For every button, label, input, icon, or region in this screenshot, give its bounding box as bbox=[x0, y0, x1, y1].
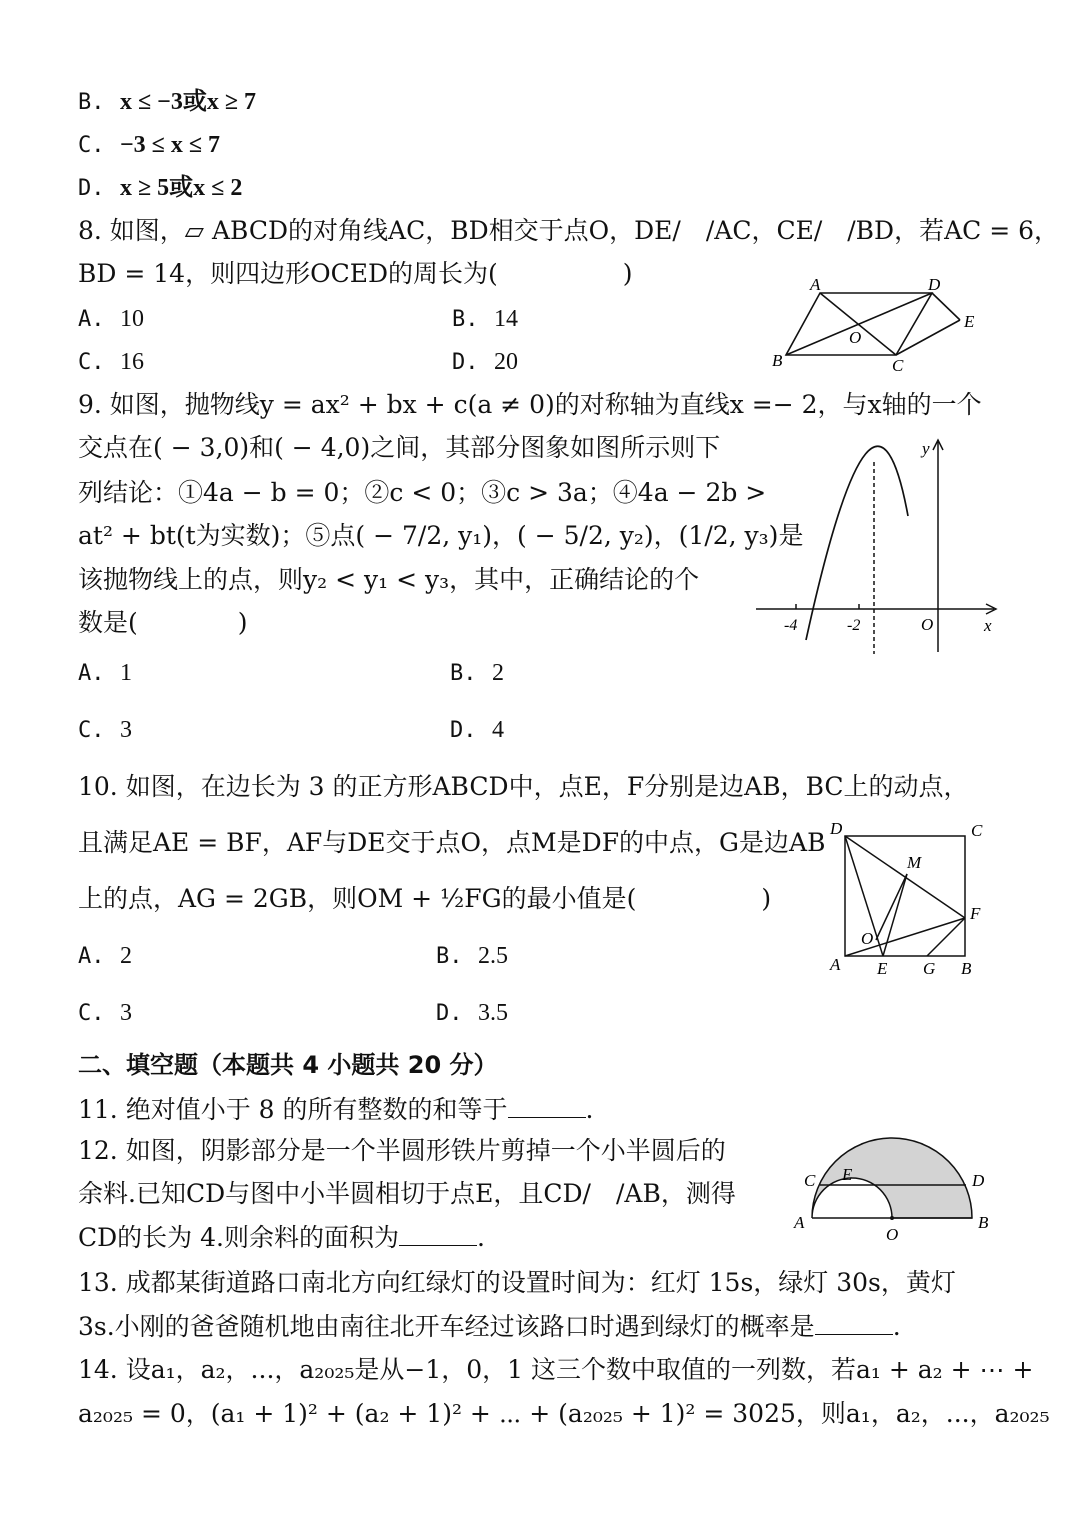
center-o bbox=[890, 1216, 894, 1220]
q13-text: 3s.小刚的爸爸随机地由南往北开车经过该路口时遇到绿灯的概率是 bbox=[78, 1312, 815, 1341]
q10-option-c bbox=[78, 997, 132, 1030]
option-label: D. bbox=[452, 350, 479, 375]
q9-option-c bbox=[78, 714, 132, 747]
q9-line-2: 交点在( − 3,0)和( − 4,0)之间，其部分图象如图所示则下 bbox=[78, 433, 721, 462]
q9-option-b bbox=[450, 657, 504, 690]
option-label: A. bbox=[78, 944, 105, 969]
label-x: x bbox=[984, 616, 992, 635]
label-g: G bbox=[923, 959, 936, 978]
q10-option-b bbox=[436, 940, 508, 973]
label-origin: O bbox=[921, 615, 934, 634]
q12-semicircle-figure bbox=[790, 1130, 1000, 1245]
label-e: E bbox=[964, 312, 975, 331]
option-value: 3 bbox=[120, 717, 132, 743]
option-label: D. bbox=[450, 718, 477, 743]
q10-square-figure bbox=[825, 818, 995, 983]
option-label: C. bbox=[78, 718, 105, 743]
q13-line-1: 13. 成都某街道路口南北方向红绿灯的设置时间为：红灯 15s，绿灯 30s，黄灯 bbox=[78, 1268, 956, 1297]
q13-line-2 bbox=[78, 1310, 901, 1344]
q9-option-d bbox=[450, 714, 504, 747]
q10-line-1: 10. 如图，在边长为 3 的正方形ABCD中，点E，F分别是边AB，BC上的动点， bbox=[78, 772, 969, 801]
q9-line-5: 该抛物线上的点，则y₂ < y₁ < y₃，其中，正确结论的个 bbox=[78, 565, 700, 594]
option-text: x ≤ −3或x ≥ 7 bbox=[120, 89, 257, 115]
segment-om bbox=[876, 874, 907, 940]
label-b: B bbox=[978, 1213, 989, 1232]
q9-parabola-graph bbox=[750, 432, 1010, 657]
q9-option-a bbox=[78, 657, 132, 690]
option-label: C. bbox=[78, 133, 105, 158]
label-b: B bbox=[772, 351, 783, 370]
option-value: 10 bbox=[120, 306, 144, 332]
q12-text: CD的长为 4.则余料的面积为 bbox=[78, 1223, 399, 1252]
q10-option-d bbox=[436, 997, 508, 1030]
option-label: B. bbox=[452, 307, 479, 332]
option-label: D. bbox=[436, 1001, 463, 1026]
option-value: 2 bbox=[492, 660, 504, 686]
answer-blank bbox=[815, 1312, 893, 1335]
label-c: C bbox=[804, 1171, 816, 1190]
label-d: D bbox=[972, 1171, 985, 1190]
label-m: M bbox=[907, 853, 922, 872]
option-value: 14 bbox=[494, 306, 518, 332]
q11-line bbox=[78, 1093, 593, 1127]
q8-option-b bbox=[452, 303, 518, 336]
section-2-heading: 二、填空题（本题共 4 小题共 20 分） bbox=[78, 1051, 498, 1079]
q10-line-2: 且满足AE = BF，AF与DE交于点O，点M是DF的中点，G是边AB bbox=[78, 828, 826, 857]
label-o: O bbox=[886, 1225, 899, 1244]
option-value: 1 bbox=[120, 660, 132, 686]
label-a: A bbox=[830, 955, 841, 974]
shaded-region bbox=[812, 1138, 972, 1218]
q8-option-d bbox=[452, 346, 518, 379]
option-value: 16 bbox=[120, 349, 144, 375]
parabola-curve bbox=[806, 446, 908, 640]
q14-line-1: 14. 设a₁，a₂，...，a₂₀₂₅是从−1，0，1 这三个数中取值的一列数，若a₁ + a₂ + ⋯ + bbox=[78, 1355, 1034, 1384]
option-value: 4 bbox=[492, 717, 504, 743]
label-neg4: -4 bbox=[784, 617, 798, 634]
label-a: A bbox=[794, 1213, 805, 1232]
option-text: −3 ≤ x ≤ 7 bbox=[120, 132, 221, 158]
label-o: O bbox=[861, 929, 874, 948]
q8-option-c bbox=[78, 346, 144, 379]
label-d: D bbox=[830, 819, 843, 838]
q8-line-1: 8. 如图，▱ ABCD的对角线AC，BD相交于点O，DE/ /AC，CE/ /BD，若AC = 6， bbox=[78, 216, 1060, 245]
label-c: C bbox=[892, 356, 904, 375]
label-e: E bbox=[877, 959, 888, 978]
q7-option-b bbox=[78, 86, 256, 119]
q9-line-4: at² + bt(t为实数)；⑤点( − 7/2, y₁)，( − 5/2, y₂)，(1/2, y₃)是 bbox=[78, 521, 804, 550]
q7-option-d bbox=[78, 172, 242, 205]
label-d: D bbox=[928, 275, 941, 294]
q12-line-2: 余料.已知CD与图中小半圆相切于点E，且CD/ /AB，测得 bbox=[78, 1179, 736, 1208]
segment-mo-e bbox=[883, 874, 907, 956]
q8-parallelogram-figure bbox=[760, 275, 990, 375]
label-e: E bbox=[842, 1165, 853, 1184]
q10-option-a bbox=[78, 940, 132, 973]
q7-option-c bbox=[78, 129, 220, 162]
option-label: B. bbox=[450, 661, 477, 686]
q9-line-6: 数是( ) bbox=[78, 608, 248, 637]
option-value: 2.5 bbox=[478, 943, 508, 969]
option-label: C. bbox=[78, 350, 105, 375]
label-f: F bbox=[970, 904, 981, 923]
option-label: C. bbox=[78, 1001, 105, 1026]
q11-text: 11. 绝对值小于 8 的所有整数的和等于 bbox=[78, 1095, 508, 1124]
option-value: 2 bbox=[120, 943, 132, 969]
option-label: A. bbox=[78, 307, 105, 332]
label-o: O bbox=[849, 328, 862, 347]
option-text: x ≥ 5或x ≤ 2 bbox=[120, 175, 243, 201]
label-c: C bbox=[971, 821, 983, 840]
q12-line-3 bbox=[78, 1221, 485, 1255]
q8-line-2: BD = 14，则四边形OCED的周长为( ) bbox=[78, 259, 633, 288]
option-value: 3.5 bbox=[478, 1000, 508, 1026]
q9-line-3: 列结论：①4a − b = 0；②c < 0；③c > 3a；④4a − 2b > bbox=[78, 478, 767, 507]
q14-line-2: a₂₀₂₅ = 0，(a₁ + 1)² + (a₂ + 1)² + ⋯ + (a₂₀₂₅ + 1)² = 3025，则a₁，a₂，...，a₂₀₂₅ bbox=[78, 1399, 1050, 1428]
option-value: 20 bbox=[494, 349, 518, 375]
q13-end: . bbox=[892, 1312, 901, 1341]
q8-option-a bbox=[78, 303, 144, 336]
segment-de bbox=[932, 293, 960, 320]
option-value: 3 bbox=[120, 1000, 132, 1026]
option-label: A. bbox=[78, 661, 105, 686]
q10-line-3: 上的点，AG = 2GB，则OM + ½FG的最小值是( ) bbox=[78, 884, 772, 913]
label-b: B bbox=[961, 959, 972, 978]
option-label: D. bbox=[78, 176, 105, 201]
answer-blank bbox=[399, 1223, 477, 1246]
q12-end: . bbox=[476, 1223, 485, 1252]
q12-line-1: 12. 如图，阴影部分是一个半圆形铁片剪掉一个小半圆后的 bbox=[78, 1136, 726, 1165]
label-neg2: -2 bbox=[847, 617, 861, 634]
q9-line-1: 9. 如图，抛物线y = ax² + bx + c(a ≠ 0)的对称轴为直线x =− 2，与x轴的一个 bbox=[78, 390, 982, 419]
option-label: B. bbox=[78, 90, 105, 115]
label-y: y bbox=[922, 439, 930, 458]
label-a: A bbox=[810, 275, 821, 294]
q11-end: . bbox=[585, 1095, 594, 1124]
answer-blank bbox=[508, 1095, 586, 1118]
option-label: B. bbox=[436, 944, 463, 969]
